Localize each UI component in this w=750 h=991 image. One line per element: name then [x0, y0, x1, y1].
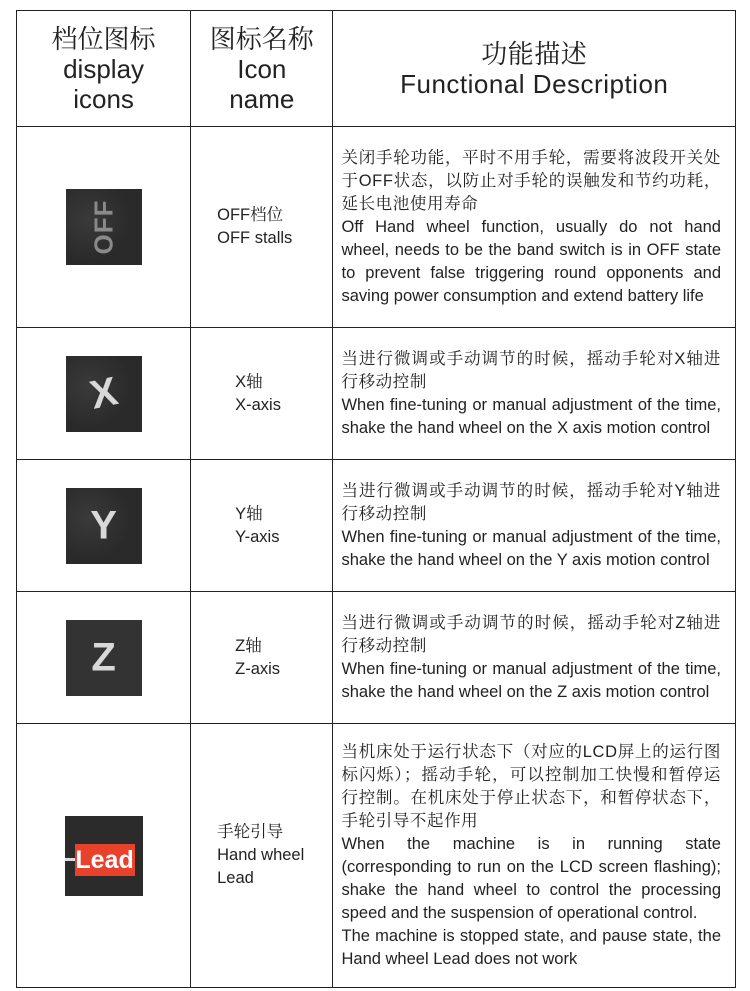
icon-name-cell [191, 328, 333, 460]
desc-zh: 当机床处于运行状态下（对应的LCD屏上的运行图标闪烁）；摇动手轮，可以控制加工快慢和暂停运行控制。在机床处于停止状态下，和暂停状态下，手轮引导不起作用 [341, 742, 721, 830]
table-row-y [17, 460, 736, 592]
icon-cell [17, 328, 191, 460]
header-col3-en: Functional Description [400, 68, 669, 99]
name-en: Y-axis [235, 527, 280, 546]
desc-en: When fine-tuning or manual adjustment of the time, shake the hand wheel on the X axis motion control [341, 395, 721, 437]
name-zh: Z轴 [235, 636, 262, 655]
table-header-row [17, 11, 736, 127]
desc-zh: 当进行微调或手动调节的时候，摇动手轮对Z轴进行移动控制 [341, 613, 721, 655]
header-col2-en1: Icon [237, 53, 287, 84]
desc-en: When fine-tuning or manual adjustment of the time, shake the hand wheel on the Y axis motion control [341, 527, 721, 569]
header-col1-zh: 档位图标 [51, 23, 156, 54]
icon-cell [17, 460, 191, 592]
name-en-2: Lead [217, 869, 254, 887]
name-en: X-axis [235, 395, 281, 414]
desc-en: Off Hand wheel function, usually do not hand wheel, needs to be the band switch is in OFF state to prevent false triggering round opponents and saving power consumption and extend battery life [341, 217, 721, 305]
header-icon-name [191, 11, 333, 127]
description-cell [333, 460, 736, 592]
name-zh: 手轮引导 [217, 823, 284, 841]
desc-zh: 当进行微调或手动调节的时候，摇动手轮对X轴进行移动控制 [341, 349, 721, 391]
table-row-z [17, 592, 736, 724]
y-axis-icon: Y [66, 488, 142, 564]
header-col3-zh: 功能描述 [481, 38, 588, 69]
name-en: Hand wheel [217, 846, 305, 864]
z-axis-icon: Z [66, 620, 142, 696]
icon-name-cell [191, 127, 333, 328]
icon-cell [17, 592, 191, 724]
table-row-lead [17, 724, 736, 988]
table-row-off [17, 127, 736, 328]
header-display-icons [17, 11, 191, 127]
name-en: OFF stalls [217, 229, 293, 247]
desc-en-2: The machine is stopped state, and pause state, the Hand wheel Lead does not work [341, 926, 721, 968]
off-icon: OFF [66, 189, 142, 265]
desc-en: When the machine is in running state (corresponding to run on the LCD screen flashing); shake the hand wheel to control the processing speed and the suspension of operational control. [341, 834, 721, 922]
icon-cell [17, 127, 191, 328]
description-cell [333, 592, 736, 724]
lead-badge: Lead [75, 845, 134, 874]
desc-zh: 关闭手轮功能，平时不用手轮，需要将波段开关处于OFF状态，以防止对手轮的误触发和节约功耗，延长电池使用寿命 [341, 148, 721, 213]
header-col2-zh: 图标名称 [209, 23, 314, 54]
name-zh: X轴 [235, 372, 263, 391]
icon-cell [17, 724, 191, 988]
header-functional-description [333, 11, 736, 127]
description-cell [333, 127, 736, 328]
description-cell [333, 328, 736, 460]
desc-zh: 当进行微调或手动调节的时候，摇动手轮对Y轴进行移动控制 [341, 481, 721, 523]
header-col1-en1: display [63, 53, 145, 84]
hand-wheel-lead-icon [65, 816, 143, 896]
icon-name-cell [191, 724, 333, 988]
desc-en: When fine-tuning or manual adjustment of the time, shake the hand wheel on the Z axis motion control [341, 659, 721, 701]
name-zh: Y轴 [235, 504, 263, 523]
icon-name-cell [191, 460, 333, 592]
name-en: Z-axis [235, 659, 281, 678]
description-cell [333, 724, 736, 988]
icon-name-cell [191, 592, 333, 724]
name-zh: OFF档位 [217, 206, 284, 224]
header-col1-en2: icons [73, 83, 134, 114]
header-col2-en2: name [229, 83, 295, 114]
table-row-x [17, 328, 736, 460]
icon-function-table [16, 10, 736, 988]
x-axis-icon: X [66, 356, 142, 432]
